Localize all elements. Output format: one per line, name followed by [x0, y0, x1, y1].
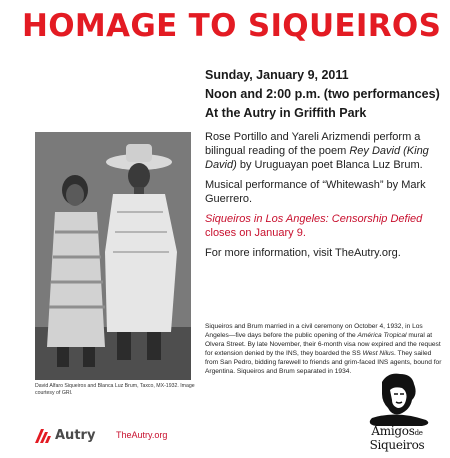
- poem-title: Rey David (King David): [205, 145, 429, 171]
- photo-caption: David Alfaro Siqueiros and Blanca Luz Brum, Taxco, MX-1932. Image courtesy of GRI.: [35, 383, 195, 396]
- music-paragraph: Musical performance of “Whitewash” by Mark Guerrero.: [205, 179, 426, 205]
- more-info-paragraph[interactable]: For more information, visit TheAutry.org.: [205, 247, 401, 259]
- event-venue: At the Autry in Griffith Park: [205, 106, 367, 120]
- autry-logo-text: Autry: [55, 427, 96, 443]
- amigos-logo-text: [352, 425, 442, 451]
- autry-logo-icon: [33, 425, 53, 445]
- amigos-de-siqueiros-logo: [352, 370, 442, 452]
- history-paragraph: [205, 322, 445, 377]
- exhibit-title: Siqueiros in Los Angeles: Censorship Defied: [205, 213, 423, 225]
- amigos-de-word: de: [414, 429, 423, 437]
- siqueiros-word: Siqueiros: [369, 438, 425, 452]
- historic-photo: [35, 132, 191, 380]
- website-link[interactable]: TheAutry.org: [116, 430, 168, 440]
- reading-text: Rose Portillo and Yareli Arizmendi perform a bilingual reading of the poem: [205, 131, 421, 157]
- photo-illustration: [35, 132, 191, 380]
- exhibit-paragraph: [205, 212, 445, 240]
- reading-text-end: by Uruguayan poet Blanca Luz Brum.: [236, 159, 423, 171]
- story-text-middle: mural at Olvera Street. By late November, their 6-month visa now expired and the request for extension denied by the INS, they boarded the SS: [205, 332, 441, 358]
- event-info: [205, 66, 445, 123]
- event-date: Sunday, January 9, 2011: [205, 68, 349, 82]
- story-text: Siqueiros and Brum married in a civil ceremony on October 4, 1932, in Los Angeles—five days before the public opening of the: [205, 323, 423, 340]
- story-text-end: . They sailed from San Pedro, bidding farewell to friends and grim-faced INS agents, bound for Argentina. Siqueiros and Brum separated in 1934.: [205, 350, 442, 376]
- page-title: HOMAGE TO SIQUEIROS: [22, 8, 442, 44]
- event-time: Noon and 2:00 p.m. (two performances): [205, 87, 440, 101]
- mural-title: América Tropical: [357, 332, 407, 340]
- amigos-de-siqueiros-logo-icon: [352, 370, 442, 428]
- amigos-word: Amigos: [371, 424, 415, 438]
- exhibit-closing: closes on January 9.: [205, 227, 306, 239]
- ship-name: West Nilus: [362, 350, 395, 358]
- autry-logo[interactable]: [33, 425, 95, 445]
- event-description: [205, 130, 445, 266]
- reading-paragraph: [205, 130, 445, 172]
